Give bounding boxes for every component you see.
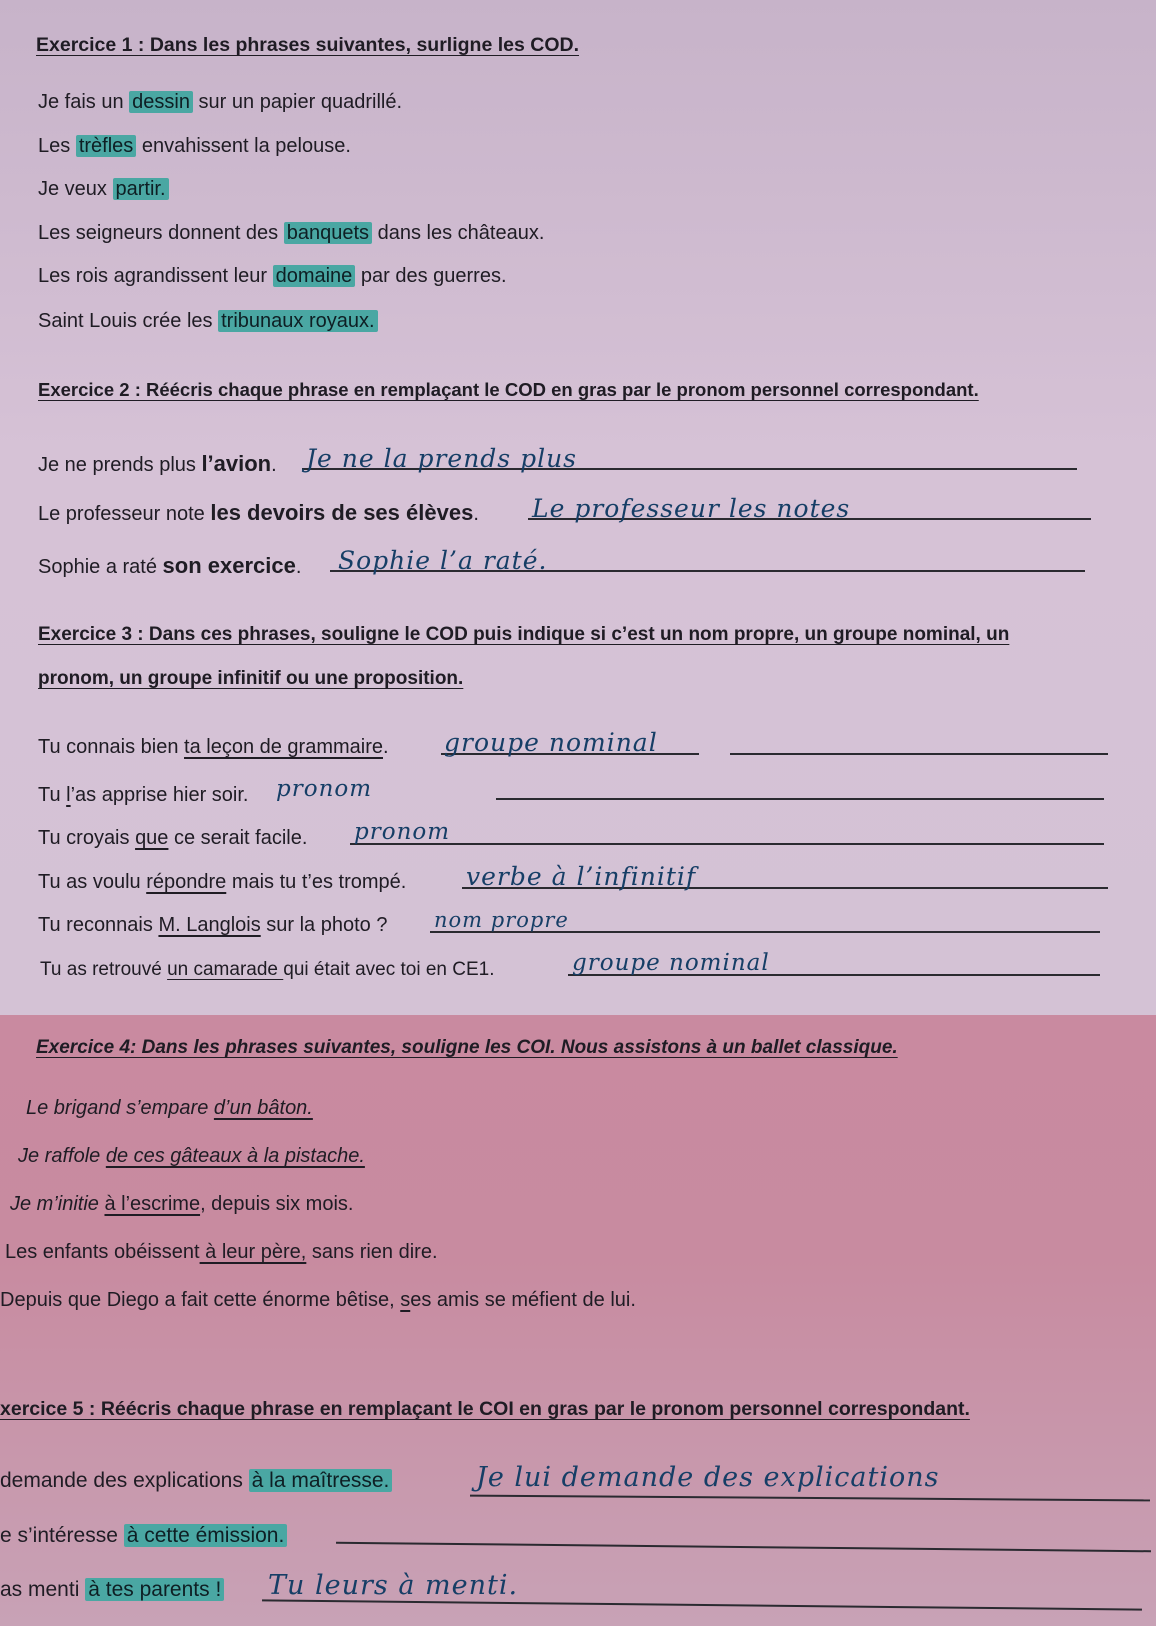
ex2-sentence: Je ne prends plus l’avion.	[38, 451, 277, 476]
handwritten-answer: groupe nominal	[444, 728, 658, 757]
underlined-coi: à leur père,	[199, 1241, 307, 1263]
ex1-sentence: Les rois agrandissent leur domaine par des guerres.	[38, 265, 507, 287]
ex1-sentence: Je veux partir.	[38, 178, 169, 201]
handwritten-answer: Sophie l’a raté.	[338, 546, 548, 575]
handwritten-answer: verbe à l’infinitif	[466, 862, 697, 891]
answer-line	[730, 753, 1108, 755]
handwritten-answer: groupe nominal	[572, 950, 770, 976]
underlined-cod: ta leçon de grammaire	[184, 736, 383, 758]
exercise-4-title: Exercice 4: Dans les phrases suivantes, souligne les COI. Nous assistons à un ballet classique.	[36, 1037, 898, 1058]
ex3-sentence: Tu as retrouvé un camarade qui était avec toi en CE1.	[40, 959, 495, 980]
underlined-coi: d’un bâton.	[213, 1097, 313, 1119]
highlighted-coi: à cette émission.	[124, 1524, 288, 1547]
ex3-sentence: Tu croyais que ce serait facile.	[38, 827, 308, 849]
highlighted-cod: banquets	[284, 222, 372, 244]
ex5-sentence: demande des explications à la maîtresse.	[0, 1469, 392, 1493]
underlined-cod: l	[66, 784, 71, 806]
handwritten-answer: pronom	[354, 819, 451, 845]
handwritten-answer: nom propre	[434, 908, 569, 932]
highlighted-cod: trèfles	[76, 135, 136, 157]
underlined-cod: répondre	[146, 871, 227, 893]
highlighted-coi: à la maîtresse.	[249, 1469, 393, 1492]
handwritten-answer: Je lui demande des explications	[476, 1462, 940, 1493]
ex1-sentence: Saint Louis crée les tribunaux royaux.	[38, 310, 378, 333]
handwritten-answer: Le professeur les notes	[532, 494, 851, 523]
highlighted-cod: tribunaux royaux.	[218, 310, 377, 332]
ex4-sentence: Je raffole de ces gâteaux à la pistache.	[18, 1145, 365, 1167]
underlined-cod: M. Langlois	[158, 914, 261, 936]
ex1-sentence: Les trèfles envahissent la pelouse.	[38, 135, 351, 157]
answer-line	[350, 843, 1104, 845]
exercise-3-title-line-1: Exercice 3 : Dans ces phrases, souligne le COD puis indique si c’est un nom propre, un groupe nominal, un	[38, 624, 1010, 645]
ex2-sentence: Le professeur note les devoirs de ses élèves.	[38, 500, 479, 525]
ex1-sentence: Les seigneurs donnent des banquets dans les châteaux.	[38, 222, 545, 244]
handwritten-answer: Tu leurs à menti.	[268, 1570, 519, 1601]
ex1-sentence: Je fais un dessin sur un papier quadrillé.	[38, 91, 403, 113]
exercise-1-title: Exercice 1 : Dans les phrases suivantes, surligne les COD.	[36, 34, 580, 56]
exercise-2-title: Exercice 2 : Réécris chaque phrase en remplaçant le COD en gras par le pronom personnel correspondant.	[38, 379, 979, 400]
underlined-cod: que	[135, 827, 169, 849]
ex3-sentence: Tu reconnais M. Langlois sur la photo ?	[38, 914, 388, 936]
highlighted-cod: domaine	[273, 265, 356, 287]
exercise-5-title: xercice 5 : Réécris chaque phrase en remplaçant le COI en gras par le pronom personnel correspondant.	[0, 1398, 970, 1420]
ex3-sentence: Tu l’as apprise hier soir.	[38, 784, 249, 806]
underlined-coi: à l’escrime	[104, 1193, 201, 1215]
ex3-sentence: Tu connais bien ta leçon de grammaire.	[38, 736, 389, 758]
ex5-sentence: as menti à tes parents !	[0, 1578, 224, 1602]
highlighted-cod: partir.	[113, 178, 169, 200]
ex4-sentence: Les enfants obéissent à leur père, sans rien dire.	[5, 1241, 438, 1263]
ex5-sentence: e s’intéresse à cette émission.	[0, 1524, 287, 1548]
handwritten-answer: pronom	[276, 776, 373, 802]
answer-line	[496, 798, 1104, 800]
ex3-sentence: Tu as voulu répondre mais tu t’es trompé.	[38, 871, 407, 893]
highlighted-coi: à tes parents !	[85, 1578, 224, 1601]
handwritten-answer: Je ne la prends plus	[306, 444, 578, 473]
underlined-cod: un camarade	[167, 959, 284, 980]
exercise-3-title-line-2: pronom, un groupe infinitif ou une proposition.	[38, 668, 464, 689]
ex2-sentence: Sophie a raté son exercice.	[38, 553, 302, 578]
ex4-sentence: Je m’initie à l’escrime, depuis six mois.	[10, 1193, 354, 1215]
underlined-coi: de ces gâteaux à la pistache.	[105, 1145, 365, 1167]
highlighted-cod: dessin	[129, 91, 193, 113]
ex4-sentence: Depuis que Diego a fait cette énorme bêtise, ses amis se méfient de lui.	[0, 1289, 636, 1311]
ex4-sentence: Le brigand s’empare d’un bâton.	[26, 1097, 313, 1119]
